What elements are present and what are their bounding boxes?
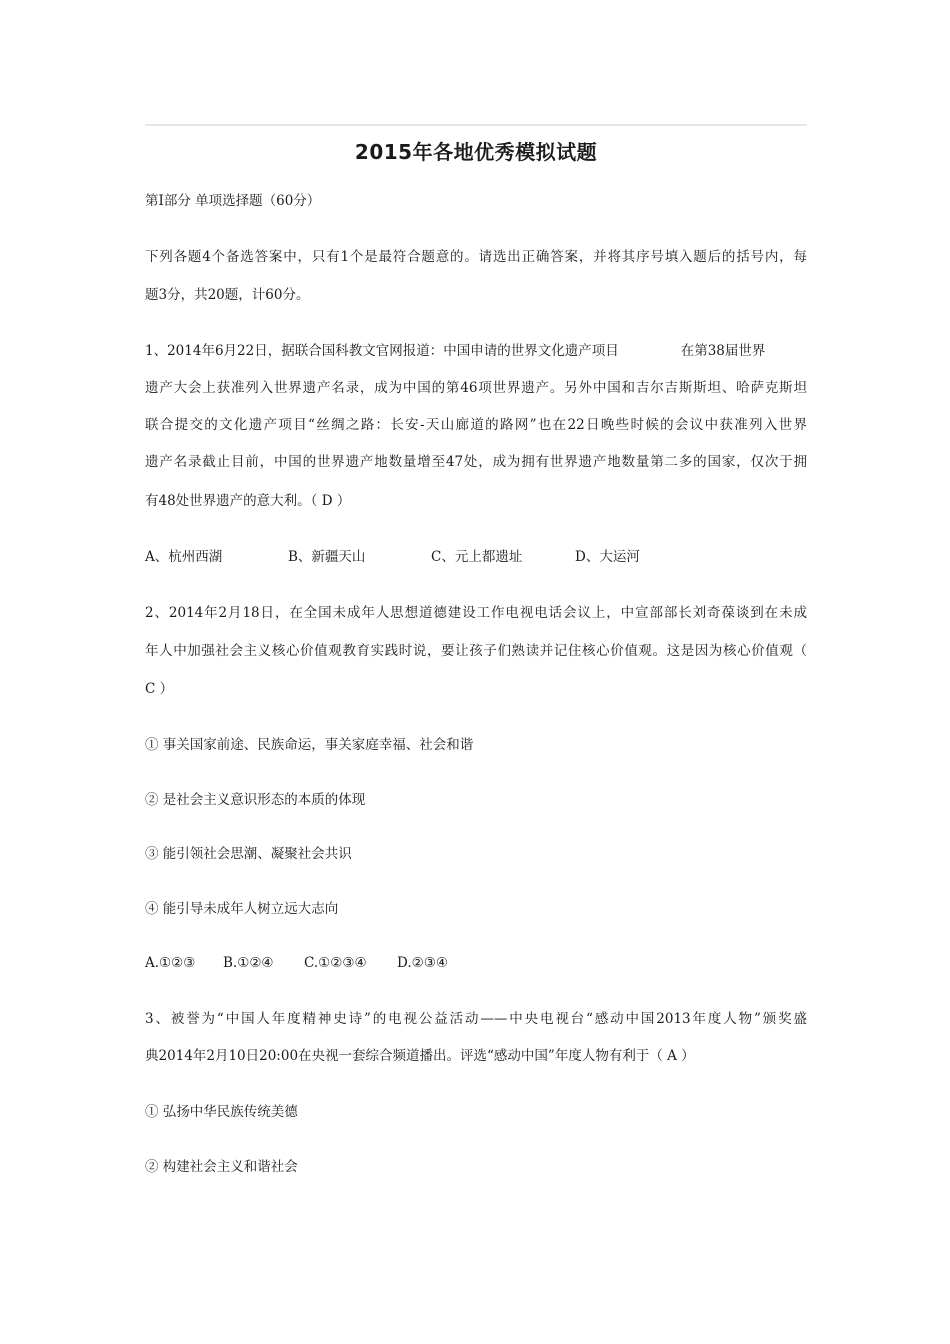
page-title: 2015年各地优秀模拟试题: [354, 140, 598, 164]
question-1-line-3: 联合提交的文化遗产项目“丝绸之路：长安-天山廊道的路网”也在22日晚些时候的会议中获准列入世界: [145, 417, 807, 433]
question-2-option-a: A.①②③: [145, 955, 196, 971]
question-1-stem-part-a: 1、2014年6月22日，据联合国科教文官网报道：中国申请的世界文化遗产项目: [145, 343, 619, 359]
question-2-statement-3: ③ 能引领社会思潮、凝聚社会共识: [145, 846, 352, 862]
question-3-line-2: 典2014年2月10日20:00在央视一套综合频道播出。评选“感动中国”年度人物有利于（ A ）: [145, 1048, 695, 1064]
question-2-option-d: D.②③④: [397, 955, 448, 971]
instruction-line-1: 下列各题4个备选答案中，只有1个是最符合题意的。请选出正确答案，并将其序号填入题后的括号内，每: [145, 249, 807, 265]
question-1-stem-part-b: 在第38届世界: [680, 343, 766, 359]
question-2-line-3: C ）: [145, 681, 174, 697]
question-1-option-d: D、大运河: [575, 549, 640, 565]
question-1-options: [145, 547, 807, 567]
instruction-line-2: 题3分，共20题，计60分。: [145, 287, 310, 303]
section-heading: 第Ⅰ部分 单项选择题（60分）: [145, 193, 321, 209]
question-2-option-c: C.①②③④: [304, 955, 367, 971]
question-2-line-1: 2、2014年2月18日，在全国未成年人思想道德建设工作电视电话会议上，中宣部部长刘奇葆谈到在未成: [145, 605, 807, 621]
question-1-line-4: 遗产名录截止目前，中国的世界遗产地数量增至47处，成为拥有世界遗产地数量第二多的国家，仅次于拥: [145, 454, 807, 470]
question-2-options: [145, 953, 807, 973]
question-1-option-b: B、新疆天山: [288, 549, 366, 565]
question-1-line-2: 遗产大会上获准列入世界遗产名录，成为中国的第46项世界遗产。另外中国和吉尔吉斯斯坦、哈萨克斯坦: [145, 380, 807, 396]
question-2-line-2: 年人中加强社会主义核心价值观教育实践时说，要让孩子们熟读并记住核心价值观。这是因为核心价值观（: [145, 643, 807, 659]
question-3-statement-2: ② 构建社会主义和谐社会: [145, 1159, 298, 1175]
question-3-line-1: 3、被誉为“中国人年度精神史诗”的电视公益活动——中央电视台“感动中国2013年度人物”颁奖盛: [145, 1011, 807, 1027]
question-1-option-a: A、杭州西湖: [145, 549, 223, 565]
question-1-line-1: [145, 341, 807, 361]
question-1-option-c: C、元上都遗址: [431, 549, 523, 565]
question-1-line-5: 有48处世界遗产的意大利。（ D ）: [145, 493, 351, 509]
header-rule: [145, 124, 807, 126]
question-2-statement-2: ② 是社会主义意识形态的本质的体现: [145, 792, 366, 808]
question-3-statement-1: ① 弘扬中华民族传统美德: [145, 1104, 298, 1120]
question-2-statement-1: ① 事关国家前途、民族命运，事关家庭幸福、社会和谐: [145, 737, 474, 753]
question-2-statement-4: ④ 能引导未成年人树立远大志向: [145, 901, 339, 917]
question-2-option-b: B.①②④: [223, 955, 274, 971]
